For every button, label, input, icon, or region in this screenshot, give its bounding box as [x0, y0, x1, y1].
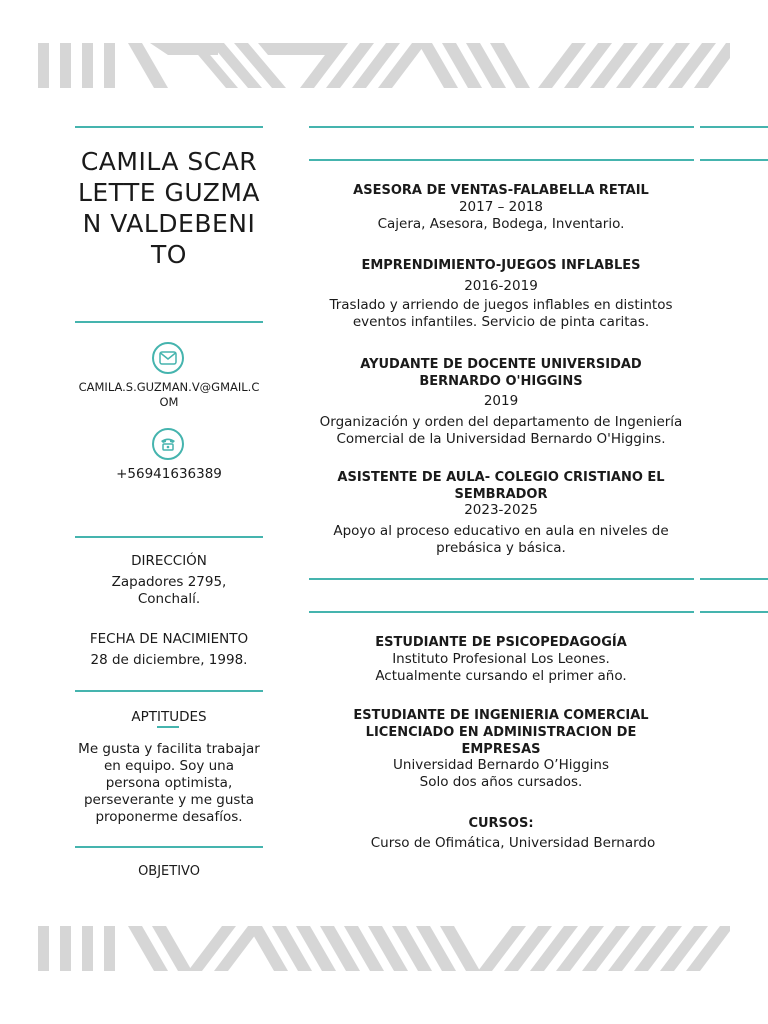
education-item [308, 634, 694, 685]
education-item [308, 707, 694, 758]
education-institution: Instituto Profesional Los Leones. [392, 651, 610, 667]
bottom-decorative-band [38, 926, 730, 971]
education-header-rule [700, 611, 768, 613]
education-status: Solo dos años cursados. [419, 774, 583, 790]
experience-item [308, 257, 694, 331]
courses-title: CURSOS: [468, 816, 534, 831]
experience-header-rule [700, 126, 768, 128]
envelope-icon [152, 342, 184, 374]
experience-period: 2019 [483, 393, 519, 409]
experience-desc: Apoyo al proceso educativo en aula en niveles de prebásica y básica. [333, 523, 669, 556]
education-title: ESTUDIANTE DE INGENIERIA COMERCIAL LICENCIADO EN ADMINISTRACION DE EMPRESAS [353, 708, 649, 757]
objective-label: OBJETIVO [138, 864, 200, 879]
education-header-rule [309, 578, 694, 580]
left-divider [75, 536, 263, 538]
education-header-rule [700, 578, 768, 580]
experience-title: ASISTENTE DE AULA- COLEGIO CRISTIANO EL SEMBRADOR [337, 470, 665, 502]
left-divider [75, 690, 263, 692]
experience-period: 2017 – 2018 [458, 199, 544, 215]
left-divider [75, 321, 263, 323]
left-divider [75, 846, 263, 848]
experience-desc: Traslado y arriendo de juegos inflables en distintos eventos infantiles. Servicio de pinta caritas. [329, 297, 673, 330]
phone-number[interactable]: +56941636389 [116, 466, 222, 482]
experience-item [308, 182, 694, 233]
experience-desc: Cajera, Asesora, Bodega, Inventario. [377, 216, 625, 232]
skills-text: Me gusta y facilita trabajar en equipo. Soy una persona optimista, perseverante y me gusta proponerme desafíos. [78, 741, 260, 825]
address-value: Zapadores 2795, Conchalí. [111, 574, 227, 607]
experience-header-rule [309, 126, 694, 128]
top-decorative-band [38, 43, 730, 88]
full-name: CAMILA SCARLETTE GUZMAN VALDEBENITO [77, 147, 261, 269]
birth-label: FECHA DE NACIMIENTO [89, 631, 249, 647]
experience-period: 2023-2025 [464, 502, 538, 518]
courses-section [308, 815, 694, 852]
telephone-icon [152, 428, 184, 460]
education-header-rule [309, 611, 694, 613]
education-title: ESTUDIANTE DE PSICOPEDAGOGÍA [375, 635, 627, 650]
experience-item [308, 356, 694, 390]
skills-underline [157, 726, 179, 728]
experience-header-rule [700, 159, 768, 161]
experience-item-details [308, 502, 694, 557]
education-status: Actualmente cursando el primer año. [375, 668, 627, 684]
email-address[interactable]: CAMILA.S.GUZMAN.V@GMAIL.COM [78, 380, 260, 409]
address-label: DIRECCIÓN [131, 553, 207, 569]
education-item-details [308, 757, 694, 791]
experience-item-details [308, 393, 694, 448]
skills-label: APTITUDES [131, 709, 207, 725]
education-institution: Universidad Bernardo O’Higgins [393, 757, 609, 773]
experience-title: AYUDANTE DE DOCENTE UNIVERSIDAD BERNARDO O'HIGGINS [360, 357, 642, 389]
experience-title: EMPRENDIMIENTO-JUEGOS INFLABLES [361, 258, 641, 273]
experience-item [308, 469, 694, 503]
birth-value: 28 de diciembre, 1998. [90, 652, 248, 668]
course-item: Curso de Ofimática, Universidad Bernardo [370, 835, 656, 851]
left-divider [75, 126, 263, 128]
experience-header-rule [309, 159, 694, 161]
experience-desc: Organización y orden del departamento de Ingeniería Comercial de la Universidad Bernardo O'Higgins. [319, 414, 683, 447]
experience-title: ASESORA DE VENTAS-FALABELLA RETAIL [353, 183, 649, 198]
experience-period: 2016-2019 [464, 278, 538, 294]
